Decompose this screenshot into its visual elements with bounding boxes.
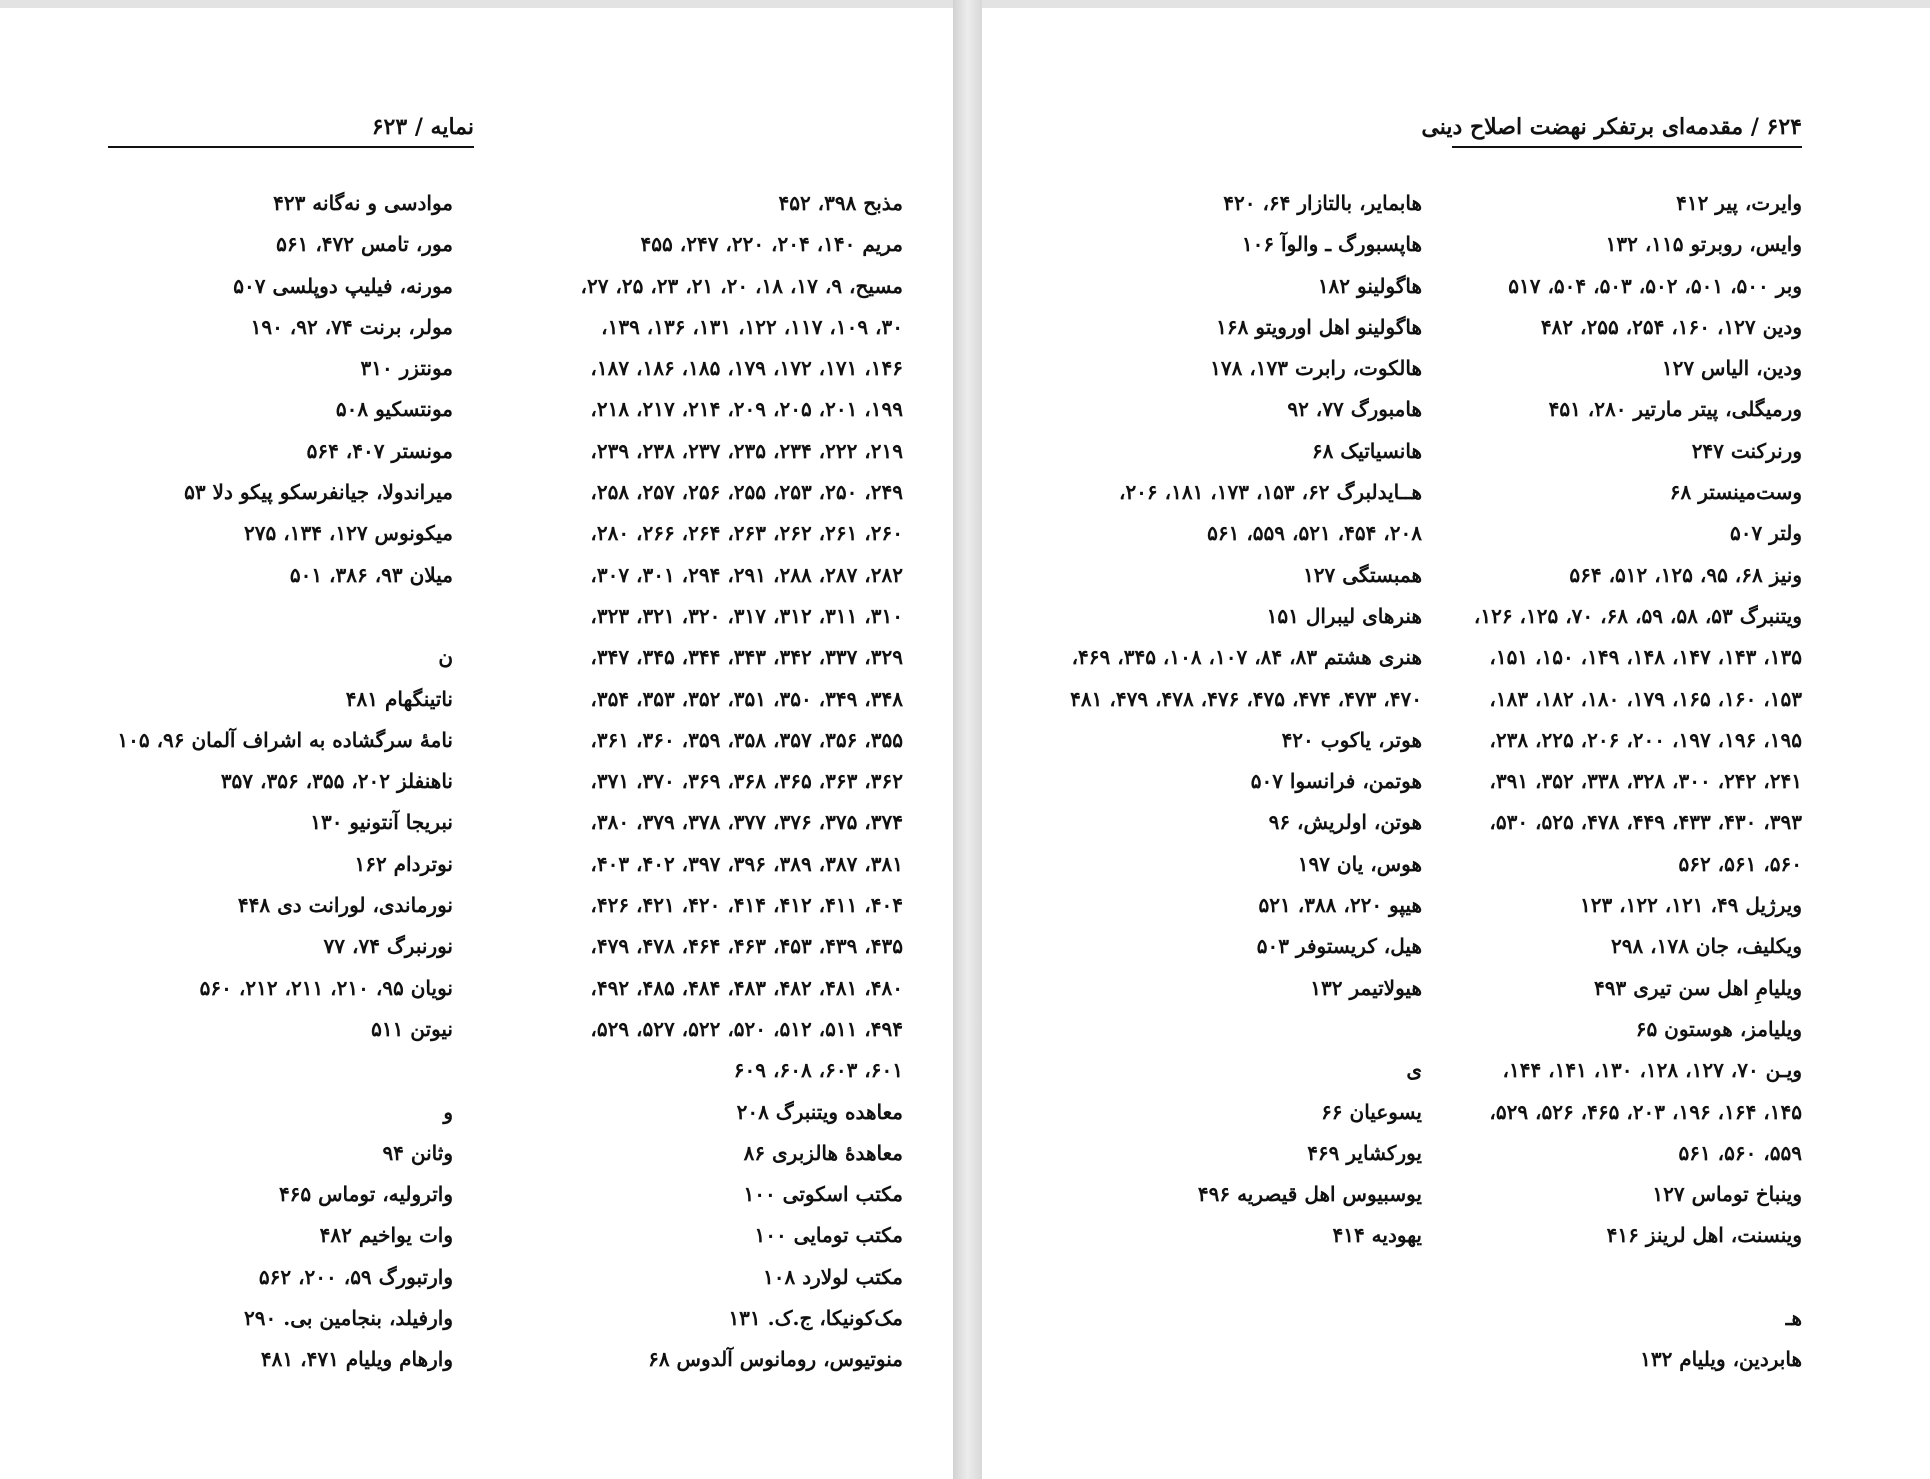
index-entry: واترولیه، توماس ۴۶۵ [278, 1182, 453, 1207]
index-entry: ۳۵۵، ۳۵۶، ۳۵۷، ۳۵۸، ۳۵۹، ۳۶۰، ۳۶۱، [590, 727, 903, 752]
index-entry: ۱۴۵، ۱۶۴، ۱۹۶، ۲۰۳، ۴۶۵، ۵۲۶، ۵۲۹، [1489, 1099, 1802, 1124]
index-entry: ویـن ۷۰، ۱۲۷، ۱۲۸، ۱۳۰، ۱۴۱، ۱۴۴، [1502, 1058, 1802, 1083]
index-entry: مور، تامس ۴۷۲، ۵۶۱ [276, 232, 453, 257]
index-entry: ۳۰، ۱۰۹، ۱۱۷، ۱۲۲، ۱۳۱، ۱۳۶، ۱۳۹، [601, 314, 903, 339]
index-entry: وات یواخیم ۴۸۲ [319, 1223, 453, 1248]
index-entry: ناتینگهام ۴۸۱ [345, 686, 453, 711]
index-entry: هاپسبورگ ـ والوآ ۱۰۶ [1241, 232, 1422, 257]
index-entry: هیولاتیمر ۱۳۲ [1310, 975, 1422, 1000]
index-entry: ۲۰۸، ۴۵۴، ۵۲۱، ۵۵۹، ۵۶۱ [1207, 521, 1422, 546]
index-entry: مورنه، فیلیپ دوپلسی ۵۰۷ [233, 273, 453, 298]
index-entry: ناهنفلز ۲۰۲، ۳۵۵، ۳۵۶، ۳۵۷ [220, 769, 453, 794]
index-entry: ۱۳۵، ۱۴۳، ۱۴۷، ۱۴۸، ۱۴۹، ۱۵۰، ۱۵۱، [1489, 645, 1802, 670]
index-entry: مذبح ۳۹۸، ۴۵۲ [778, 191, 903, 215]
index-entry: نوتردام ۱۶۲ [354, 851, 453, 876]
index-entry: وینسنت، اهل لرینز ۴۱۶ [1606, 1223, 1802, 1248]
book-gutter [953, 0, 982, 1479]
index-entry: ودین، الیاس ۱۲۷ [1661, 356, 1802, 381]
index-entry: نویان ۹۵، ۲۱۰، ۲۱۱، ۲۱۲، ۵۶۰ [199, 975, 453, 1000]
index-entry: هوتمن، فرانسوا ۵۰۷ [1250, 769, 1422, 794]
index-entry: همبستگی ۱۲۷ [1303, 562, 1422, 587]
index-entry: هوتن، اولریش، ۹۶ [1268, 810, 1422, 835]
index-entry: ونیز ۶۸، ۹۵، ۱۲۵، ۵۱۲، ۵۶۴ [1569, 562, 1802, 587]
index-entry: ۲۱۹، ۲۲۲، ۲۳۴، ۲۳۵، ۲۳۷، ۲۳۸، ۲۳۹، [590, 438, 903, 463]
index-entry: مکتب لولارد ۱۰۸ [763, 1264, 903, 1289]
index-entry: مونستر ۴۰۷، ۵۶۴ [306, 438, 453, 463]
index-entry: یسوعیان ۶۶ [1321, 1099, 1422, 1124]
index-entry: ویتنبرگ ۵۳، ۵۸، ۵۹، ۶۸، ۷۰، ۱۲۵، ۱۲۶، [1473, 603, 1802, 628]
left-page-header: نمایه / ۶۲۳ [108, 108, 474, 148]
index-entry: ویرژیل ۴۹، ۱۲۱، ۱۲۲، ۱۲۳ [1579, 893, 1802, 918]
index-entry: ۳۹۳، ۴۳۰، ۴۳۳، ۴۴۹، ۴۷۸، ۵۲۵، ۵۳۰، [1489, 810, 1802, 835]
index-entry: وارتبورگ ۵۹، ۲۰۰، ۵۶۲ [258, 1264, 453, 1289]
index-entry: هابمایر، بالتازار ۶۴، ۴۲۰ [1223, 191, 1422, 215]
index-entry: ورنرکنت ۲۴۷ [1691, 438, 1802, 463]
index-entry: نامهٔ سرگشاده به اشراف آلمان ۹۶، ۱۰۵ [117, 727, 453, 752]
index-entry: هنرهای لیبرال ۱۵۱ [1266, 603, 1422, 628]
index-entry [33, 596, 453, 637]
index-entry: ۳۷۴، ۳۷۵، ۳۷۶، ۳۷۷، ۳۷۸، ۳۷۹، ۳۸۰، [590, 810, 903, 835]
index-entry: مولر، برنت ۷۴، ۹۲، ۱۹۰ [250, 314, 453, 339]
index-entry: ی [1406, 1058, 1422, 1083]
index-entry: هاگولینو اهل اورویتو ۱۶۸ [1216, 314, 1422, 339]
index-entry: مریم ۱۴۰، ۲۰۴، ۲۲۰، ۲۴۷، ۴۵۵ [640, 232, 903, 257]
index-entry: ۴۷۰، ۴۷۳، ۴۷۴، ۴۷۵، ۴۷۶، ۴۷۸، ۴۷۹، ۴۸۱ [1070, 686, 1422, 711]
index-entry: وایرت، پیر ۴۱۲ [1676, 191, 1802, 215]
index-entry: ۱۹۹، ۲۰۱، ۲۰۵، ۲۰۹، ۲۱۴، ۲۱۷، ۲۱۸، [590, 397, 903, 422]
index-entry: میلان ۹۳، ۳۸۶، ۵۰۱ [289, 562, 453, 587]
index-entry: مونتزر ۳۱۰ [360, 356, 453, 381]
index-entry: ۳۱۰، ۳۱۱، ۳۱۲، ۳۱۷، ۳۲۰، ۳۲۱، ۳۲۳، [590, 603, 903, 628]
index-entry: ۴۰۴، ۴۱۱، ۴۱۲، ۴۱۴، ۴۲۰، ۴۲۱، ۴۲۶، [590, 893, 903, 918]
index-entry: ورمیگلی، پیتر مارتیر ۲۸۰، ۴۵۱ [1548, 397, 1802, 422]
left-index-column-b [33, 183, 453, 1381]
index-entry: ویکلیف، جان ۱۷۸، ۲۹۸ [1610, 934, 1802, 959]
index-entry: ۴۳۵، ۴۳۹، ۴۵۳، ۴۶۳، ۴۶۴، ۴۷۸، ۴۷۹، [590, 934, 903, 959]
index-entry: نیوتن ۵۱۱ [371, 1016, 453, 1041]
right-page-header: ۶۲۴ / مقدمه‌ای برتفکر نهضت اصلاح دینی [1452, 108, 1802, 148]
index-entry: ۳۸۱، ۳۸۷، ۳۸۹، ۳۹۶، ۳۹۷، ۴۰۲، ۴۰۳، [590, 851, 903, 876]
index-entry: هــایدلبرگ ۶۲، ۱۵۳، ۱۷۳، ۱۸۱، ۲۰۶، [1118, 480, 1422, 505]
right-index-column-a [1382, 183, 1802, 1381]
index-entry: وایس، روبرتو ۱۱۵، ۱۳۲ [1605, 232, 1802, 257]
index-entry: هنری هشتم ۸۳، ۸۴، ۱۰۷، ۱۰۸، ۳۴۵، ۴۶۹، [1071, 645, 1422, 670]
index-entry: مک‌کونیکا، ج.ک. ۱۳۱ [728, 1306, 903, 1331]
index-entry: وثانن ۹۴ [382, 1140, 453, 1165]
index-entry: هوس، یان ۱۹۷ [1297, 851, 1422, 876]
index-entry: ویلیامِ اهل سن تیری ۴۹۳ [1594, 975, 1802, 1000]
index-entry: ودین ۱۲۷، ۱۶۰، ۲۵۴، ۲۵۵، ۴۸۲ [1540, 314, 1802, 339]
index-entry: ۴۹۴، ۵۱۱، ۵۱۲، ۵۲۰، ۵۲۲، ۵۲۷، ۵۲۹، [590, 1016, 903, 1041]
index-entry: معاهدهٔ هالزبری ۸۶ [743, 1140, 903, 1165]
index-entry: مکتب تومایی ۱۰۰ [754, 1223, 903, 1248]
index-entry: نبریجا آنتونیو ۱۳۰ [310, 810, 453, 835]
index-entry: و [443, 1099, 453, 1124]
index-entry: ۲۸۲، ۲۸۷، ۲۸۸، ۲۹۱، ۲۹۴، ۳۰۱، ۳۰۷، [590, 562, 903, 587]
index-entry: وبر ۵۰۰، ۵۰۱، ۵۰۲، ۵۰۳، ۵۰۴، ۵۱۷ [1508, 273, 1802, 298]
index-entry: یورکشایر ۴۶۹ [1307, 1140, 1422, 1165]
index-entry: هانسیاتیک ۶۸ [1311, 438, 1422, 463]
index-entry: میکونوس ۱۲۷، ۱۳۴، ۲۷۵ [244, 521, 453, 546]
index-entry: ن [438, 645, 453, 670]
index-entry: هوتر، یاکوب ۴۲۰ [1281, 727, 1422, 752]
index-entry: یهودیه ۴۱۴ [1332, 1223, 1422, 1248]
index-entry: هالکوت، رابرت ۱۷۳، ۱۷۸ [1210, 356, 1422, 381]
index-entry: هیل، کریستوفر ۵۰۳ [1256, 934, 1422, 959]
index-entry [982, 1009, 1422, 1050]
index-entry: موادسی و نه‌گانه ۴۲۳ [273, 191, 453, 215]
index-entry: ولتر ۵۰۷ [1729, 521, 1802, 546]
index-entry: ۵۵۹، ۵۶۰، ۵۶۱ [1678, 1140, 1802, 1165]
index-entry: مسیح، ۹، ۱۷، ۱۸، ۲۰، ۲۱، ۲۳، ۲۵، ۲۷، [580, 273, 903, 298]
index-entry: نورنبرگ ۷۴، ۷۷ [323, 934, 453, 959]
index-entry: ۵۶۰، ۵۶۱، ۵۶۲ [1678, 851, 1802, 876]
index-entry: ۱۵۳، ۱۶۰، ۱۶۵، ۱۷۹، ۱۸۰، ۱۸۲، ۱۸۳، [1489, 686, 1802, 711]
index-entry: ۲۶۰، ۲۶۱، ۲۶۲، ۲۶۳، ۲۶۴، ۲۶۶، ۲۸۰، [590, 521, 903, 546]
index-entry: میراندولا، جیانفرسکو پیکو دلا ۵۳ [184, 480, 453, 505]
left-page [0, 8, 953, 1479]
index-entry: هابردین، ویلیام ۱۳۲ [1640, 1347, 1802, 1372]
index-entry: مکتب اسکوتی ۱۰۰ [743, 1182, 903, 1207]
index-entry [1382, 1257, 1802, 1298]
index-entry: ۱۴۶، ۱۷۱، ۱۷۲، ۱۷۹، ۱۸۵، ۱۸۶، ۱۸۷، [590, 356, 903, 381]
index-entry: هامبورگ ۷۷، ۹۲ [1287, 397, 1422, 422]
index-entry: ۱۹۵، ۱۹۶، ۱۹۷، ۲۰۰، ۲۰۶، ۲۲۵، ۲۳۸، [1489, 727, 1802, 752]
index-entry: وارهام ویلیام ۴۷۱، ۴۸۱ [260, 1347, 453, 1372]
left-index-column-a [475, 183, 903, 1381]
index-entry: هـ [1785, 1306, 1802, 1331]
index-entry: نورماندی، لورانت دی ۴۴۸ [237, 893, 453, 918]
index-entry: هاگولینو ۱۸۲ [1317, 273, 1422, 298]
index-entry: ۲۴۱، ۲۴۲، ۳۰۰، ۳۲۸، ۳۳۸، ۳۵۲، ۳۹۱، [1489, 769, 1802, 794]
index-entry: مونتسکیو ۵۰۸ [335, 397, 453, 422]
index-entry: ۲۴۹، ۲۵۰، ۲۵۳، ۲۵۵، ۲۵۶، ۲۵۷، ۲۵۸، [590, 480, 903, 505]
index-entry: ۳۶۲، ۳۶۳، ۳۶۵، ۳۶۸، ۳۶۹، ۳۷۰، ۳۷۱، [590, 769, 903, 794]
index-entry: وینباخ توماس ۱۲۷ [1652, 1182, 1802, 1207]
index-entry: منوتیوس، رومانوس آلدوس ۶۸ [648, 1347, 903, 1372]
index-entry [33, 1050, 453, 1091]
right-index-column-b [982, 183, 1422, 1257]
index-entry: ۶۰۱، ۶۰۳، ۶۰۸، ۶۰۹ [733, 1058, 903, 1083]
index-entry: ویلیامز، هوستون ۶۵ [1635, 1016, 1802, 1041]
index-entry: وارفیلد، بنجامین بی. ۲۹۰ [244, 1306, 453, 1331]
index-entry: ۳۲۹، ۳۳۷، ۳۴۲، ۳۴۳، ۳۴۴، ۳۴۵، ۳۴۷، [590, 645, 903, 670]
index-entry: ۴۸۰، ۴۸۱، ۴۸۲، ۴۸۳، ۴۸۴، ۴۸۵، ۴۹۲، [590, 975, 903, 1000]
right-page [982, 8, 1930, 1479]
index-entry: ۳۴۸، ۳۴۹، ۳۵۰، ۳۵۱، ۳۵۲، ۳۵۳، ۳۵۴، [590, 686, 903, 711]
index-entry: هیپو ۲۲۰، ۳۸۸، ۵۲۱ [1258, 893, 1422, 918]
index-entry: وست‌مینستر ۶۸ [1669, 480, 1802, 505]
index-entry: یوسبیوس اهل قیصریه ۴۹۶ [1197, 1182, 1422, 1207]
index-entry: معاهده ویتنبرگ ۲۰۸ [736, 1099, 903, 1124]
